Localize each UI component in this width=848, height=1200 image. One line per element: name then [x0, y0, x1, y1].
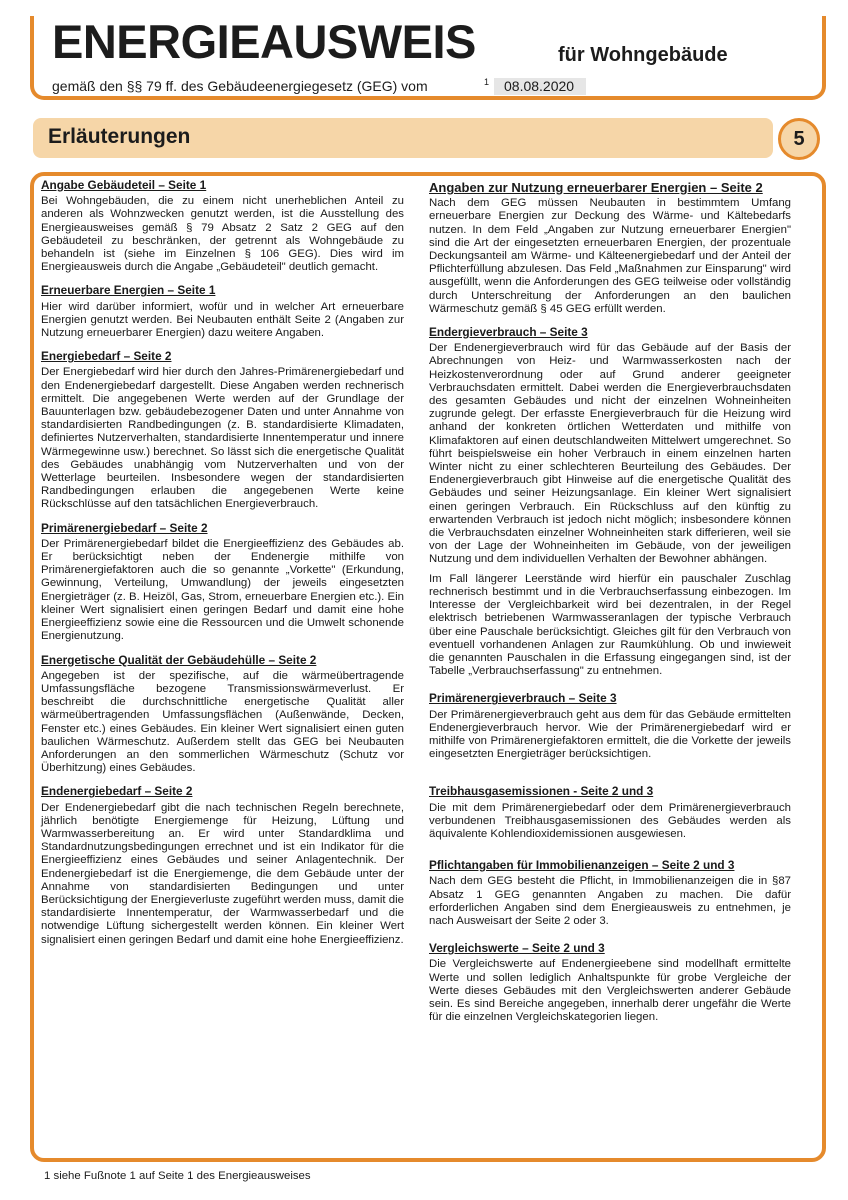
- explanation-section: [41, 284, 404, 340]
- explanation-section: [429, 785, 791, 841]
- section-heading: Angaben zur Nutzung erneuerbarer Energien – Seite 2: [429, 180, 763, 195]
- document-subtitle: für Wohngebäude: [558, 44, 728, 66]
- page-number-badge: 5: [778, 118, 820, 160]
- section-heading: Endergieverbrauch – Seite 3: [429, 325, 588, 340]
- document-title: ENERGIEAUSWEIS: [52, 15, 476, 68]
- section-paragraph: Angegeben ist der spezifische, auf die wärmeübertragende Umfassungsfläche bezogene Transmissionswärmeverlust. Er beschreibt die durchschnittliche energetische Qualität aller wärmeübertragenden Umfassungsflächen (Außenwände, Decken, Fenster etc.) eines Gebäudes. Ein kleiner Wert signalisiert einen guten baulichen Wärmeschutz. Außerdem stellt das GEG bei Neubauten Anforderungen an den sommerlichen Wärmeschutz (Schutz vor Überhitzung) eines Gebäudes.: [41, 669, 404, 775]
- section-heading: Primärenergiebedarf – Seite 2: [41, 520, 208, 535]
- section-paragraph: Der Primärenergiebedarf bildet die Energieeffizienz des Gebäudes ab. Er berücksichtigt neben der Endenergie mithilfe von Primärenergiefaktoren auch die so genannte „Vorkette" (Erkundung, Gewinnung, Verteilung, Umwandlung) der jeweils eingesetzten Energieträger (z. B. Heizöl, Gas, Strom, erneuerbare Energien etc.). Ein kleiner Wert signalisiert einen geringen Bedarf und damit eine hohe Energieeffizienz sowie eine die Ressourcen und die Umwelt schonende Energienutzung.: [41, 537, 404, 643]
- footnote: 1 siehe Fußnote 1 auf Seite 1 des Energieausweises: [44, 1170, 311, 1182]
- section-paragraph: Die mit dem Primärenergiebedarf oder dem Primärenergieverbrauch verbundenen Treibhausgasemissionen des Gebäudes werden als äquivalente Kohlendioxidemissionen ausgewiesen.: [429, 801, 791, 840]
- issue-date: 08.08.2020: [494, 78, 586, 95]
- section-heading: Pflichtangaben für Immobilienanzeigen – Seite 2 und 3: [429, 858, 735, 873]
- footnote-marker: 1: [484, 77, 490, 87]
- section-paragraph: Der Energiebedarf wird hier durch den Jahres-Primärenergiebedarf und den Endenergiebedarf dargestellt. Diese Angaben werden rechnerisch ermittelt. Die angegebenen Werte werden auf der Grundlage der Bauunterlagen bzw. gebäudebezogener Daten und unter Annahme von standardisierten Randbedingungen (z. B. standardisierte Klimadaten, definiertes Nutzerverhalten, standardisierte Innentemperatur und innere Wärmegewinne usw.) berechnet. So lässt sich die energetische Qualität des Gebäudes unabhängig vom Nutzerverhalten und von der Wetterlage beurteilen. Insbesondere wegen der standardisierten Randbedingungen erlauben die angegebenen Werte keine Rückschlüsse auf den tatsächlichen Energieverbrauch.: [41, 366, 404, 511]
- section-title: Erläuterungen: [48, 125, 191, 148]
- explanation-section: [41, 522, 404, 644]
- left-column: [41, 179, 404, 957]
- section-heading: Vergleichswerte – Seite 2 und 3: [429, 941, 605, 956]
- section-paragraph: Im Fall längerer Leerstände wird hierfür ein pauschaler Zuschlag rechnerisch bestimmt und in die Verbrauchserfassung einbezogen. Im Interesse der Vergleichbarkeit wird bei dezentralen, in der Regel elektrisch betriebenen Warmwasseranlagen der typische Verbrauch über eine Pauschale berücksichtigt. Gleiches gilt für den Verbrauch von eventuell vorhandenen Anlagen zur Raumkühlung. Ob und inwieweit die genannten Pauschalen in die Erfassung eingegangen sind, ist der Tabelle „Verbrauchserfassung" zu entnehmen.: [429, 572, 791, 678]
- section-paragraph: Nach dem GEG müssen Neubauten in bestimmtem Umfang erneuerbare Energien zur Deckung des Wärme- und Kältebedarfs nutzen. In dem Feld „Angaben zur Nutzung erneuerbarer Energien" sind die Art der eingesetzten erneuerbaren Energien, der prozentuale Deckungsanteil am Wärme- und Kälteenergiebedarf und der Anteil der Pflichterfüllung abzulesen. Das Feld „Maßnahmen zur Einsparung" wird ausgefüllt, wenn die Anforderungen des GEG teilweise oder vollständig durch Unterschreitung der Anforderungen an den baulichen Wärmeschutz gemäß § 45 GEG erfüllt werden.: [429, 197, 791, 315]
- explanation-section: [429, 859, 791, 928]
- section-paragraph: Der Endenergiebedarf gibt die nach technischen Regeln berechnete, jährlich benötigte Energiemenge für Heizung, Lüftung und Warmwasserbereitung an. Er wird unter Standardklima und Standardnutzungsbedingungen errechnet und ist ein Indikator für die Energieeffizienz eines Gebäudes und seiner Anlagentechnik. Der Endenergiebedarf ist die Energiemenge, die dem Gebäude unter der Annahme von standardisierten Bedingungen und unter Berücksichtigung der Energieverluste zugeführt werden muss, damit die standardisierte Innentemperatur, der Warmwasserbedarf und die notwendige Lüftung sichergestellt werden können. Ein kleiner Wert signalisiert einen geringen Bedarf und damit eine hohe Energieeffizienz.: [41, 801, 404, 946]
- explanation-section: [429, 326, 791, 678]
- right-column: [429, 179, 791, 1034]
- section-paragraph: Hier wird darüber informiert, wofür und in welcher Art erneuerbare Energien genutzt werden. Bei Neubauten enthält Seite 2 (Angaben zur Nutzung erneuerbarer Energien) dazu weitere Angaben.: [41, 300, 404, 340]
- section-heading: Endenergiebedarf – Seite 2: [41, 784, 193, 799]
- section-heading: Energetische Qualität der Gebäudehülle – Seite 2: [41, 652, 317, 667]
- section-paragraph: Die Vergleichswerte auf Endenergieebene sind modellhaft ermittelte Werte und sollen lediglich Anhaltspunkte für grobe Vergleiche der Werte dieses Gebäudes mit den Vergleichswerten anderer Gebäude sein. Es sind Bereiche angegeben, innerhalb derer ungefähr die Werte für die einzelnen Vergleichskategorien liegen.: [429, 958, 791, 1024]
- section-heading: Energiebedarf – Seite 2: [41, 349, 172, 364]
- explanation-section: [429, 181, 791, 316]
- explanation-section: [41, 179, 404, 274]
- explanation-section: [41, 785, 404, 946]
- section-heading: Erneuerbare Energien – Seite 1: [41, 283, 216, 298]
- section-paragraph: Bei Wohngebäuden, die zu einem nicht unerheblichen Anteil zu anderen als Wohnzwecken genutzt werden, ist die Ausstellung des Energieausweises gemäß § 79 Absatz 2 Satz 2 GEG auf den Gebäudeteil zu beschränken, der getrennt als Wohngebäude zu behandeln ist (siehe im Einzelnen § 106 GEG). Dies wird im Energieausweis durch die Angabe „Gebäudeteil" deutlich gemacht.: [41, 195, 404, 274]
- section-heading: Primärenergieverbrauch – Seite 3: [429, 691, 617, 706]
- section-paragraph: Nach dem GEG besteht die Pflicht, in Immobilienanzeigen die in §87 Absatz 1 GEG genannten Angaben zu machen. Die dafür erforderlichen Angaben sind dem Energieausweis zu entnehmen, je nach Ausweisart der Seite 2 oder 3.: [429, 875, 791, 927]
- law-reference: gemäß den §§ 79 ff. des Gebäudeenergiegesetz (GEG) vom: [52, 78, 428, 94]
- explanation-section: [429, 692, 791, 761]
- explanation-section: [429, 942, 791, 1024]
- section-heading: Treibhausgasemissionen - Seite 2 und 3: [429, 784, 654, 799]
- section-paragraph: Der Primärenergieverbrauch geht aus dem für das Gebäude ermittelten Endenergieverbrauch hervor. Wie der Primärenergiebedarf wird er mithilfe von Primärenergiefaktoren ermittelt, die die Vorkette der jeweils eingesetzten Energieträger berücksichtigen.: [429, 708, 791, 761]
- explanation-section: [41, 654, 404, 776]
- section-heading: Angabe Gebäudeteil – Seite 1: [41, 178, 207, 192]
- section-paragraph: Der Endenergieverbrauch wird für das Gebäude auf der Basis der Abrechnungen von Heiz- und Warmwasserkosten nach der Heizkostenverordnung oder auf Grund anderer geeigneter Verbrauchsdaten ermittelt. Dabei werden die Energieverbrauchsdaten des gesamten Gebäudes und nicht der einzelnen Wohneinheiten zugrunde gelegt. Der erfasste Energieverbrauch für die Heizung wird anhand der konkreten örtlichen Wetterdaten und mithilfe von Klimafaktoren auf einen deutschlandweiten Mittelwert umgerechnet. So führt beispielsweise ein hoher Verbrauch in einem einzelnen harten Winter nicht zu einer schlechteren Beurteilung des Gebäudes. Der Endenergieverbrauch gibt Hinweise auf die energetische Qualität des Gebäudes und seiner Heizungsanlage. Ein kleiner Wert signalisiert einen geringen Verbrauch. Ein Rückschluss auf den künftig zu erwartenden Verbrauch ist jedoch nicht möglich; insbesondere können die Verbrauchsdaten einzelner Wohneinheiten stark differieren, weil sie von der Lage der Wohneinheiten im Gebäude, von der jeweiligen Nutzung und dem individuellen Verhalten der Bewohner abhängen.: [429, 342, 791, 566]
- explanation-section: [41, 350, 404, 511]
